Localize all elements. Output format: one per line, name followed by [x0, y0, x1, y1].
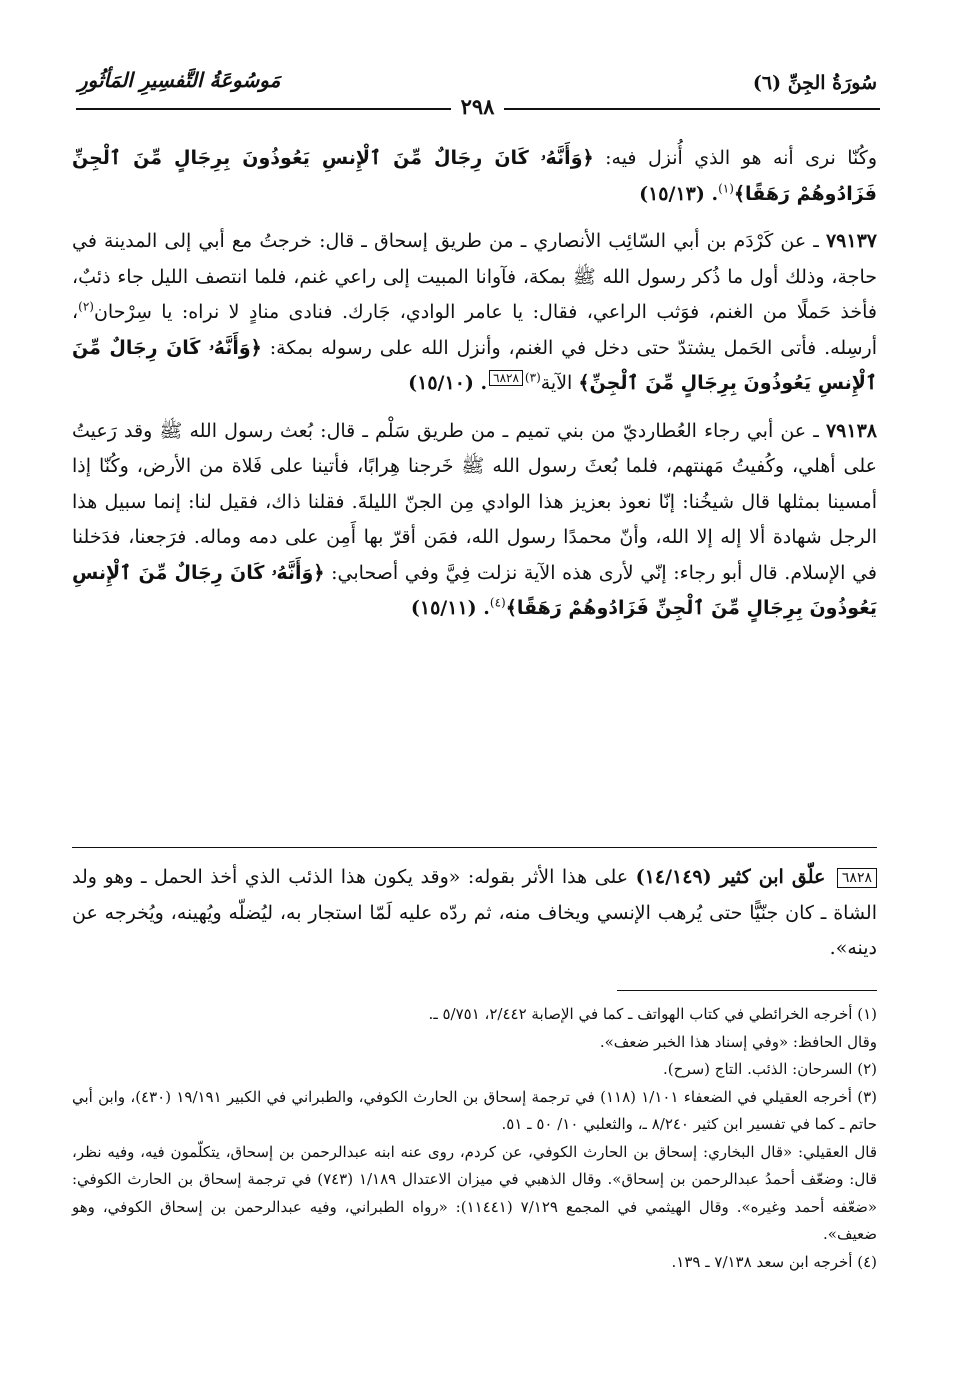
hadith-79138	[72, 414, 877, 627]
footnote-item: وقال الحافظ: «وفي إسناد هذا الخبر ضعف».	[599, 1032, 877, 1051]
surah-title: سُورَةُ الجِنِّ (٦)	[752, 72, 877, 94]
footnote-item: (٤) أخرجه ابن سعد ٧/١٣٨ ـ ١٣٩.	[671, 1252, 877, 1271]
commentary-number-box: ٦٨٢٨	[837, 868, 877, 888]
page-number-row	[0, 94, 955, 119]
footnote-marker: (١)	[718, 181, 734, 196]
footnotes	[72, 1001, 877, 1276]
main-text	[72, 141, 877, 639]
commentary-separator	[72, 847, 877, 848]
intro-text: وكُنّا نرى أنه هو الذي أُنزل فيه:	[605, 147, 877, 169]
volume-reference: . (١٥/١١)	[410, 597, 490, 619]
footnote-marker: (٣)	[524, 370, 541, 385]
intro-paragraph	[72, 141, 877, 212]
footnote-marker: (٤)	[489, 595, 506, 610]
commentary-box-ref: ٦٨٢٨	[489, 370, 523, 386]
hadith-number: ٧٩١٣٧	[825, 230, 877, 252]
footnote-item: (١) أخرجه الخرائطي في كتاب الهواتف ـ كما في الإصابة ٢/٤٤٢، ٥/٧٥١ ـ.	[428, 1005, 877, 1023]
hadith-79137	[72, 224, 877, 402]
book-title: مَوسُوعَةُ التَّفسِيرِ المَأثُورِ	[78, 68, 281, 92]
quran-verse: ﴿وَأَنَّهُۥ كَانَ رِجَالٌ مِّنَ ٱلْإِنسِ يَعُوذُونَ بِرِجَالٍ مِّنَ ٱلْجِنِّ فَزَادُوهُمْ رَهَقًا﴾	[72, 147, 877, 205]
quran-verse: ﴿وَأَنَّهُۥ كَانَ رِجَالٌ مِّنَ ٱلْإِنسِ يَعُوذُونَ بِرِجَالٍ مِّنَ ٱلْجِنِّ﴾	[72, 336, 877, 394]
hadith-text-continued: ، أرسِله. فأتى الحَمل يشتدّ حتى دخل في الغنم، وأنزل الله على رسوله بمكة:	[72, 301, 877, 359]
volume-reference: . (١٥/١٣)	[639, 182, 719, 205]
volume-reference: . (١٥/١٠)	[408, 372, 488, 394]
hadith-text: ـ عن كَرْدَم بن أبي السّائِب الأنصاري ـ من طريق إسحاق ـ قال: خرجتُ مع أبي إلى المدينة في حاجة، وذلك أول ما ذُكر رسول الله ﷺ بمكة، فآوانا المبيت إلى راعي غنم، فلما انتصف الليل جاء ذئبٌ، فأخذ حَملًا من الغنم، فوَثب الراعي، فقال: يا عامر الوادي، جَارك. فنادى منادٍ لا نراه: يا سِرْحان	[72, 230, 877, 323]
footnote-item: (٣) أخرجه العقيلي في الضعفاء ١/١٠١ (١١٨) في ترجمة إسحاق بن الحارث الكوفي، والطبراني في الكبير ١٩/١٩١ (٤٣٠)، وابن أبي حاتم ـ كما في تفسير ابن كثير ٨/٢٤٠ ـ، والثعلبي ١٠/ ٥٠ ـ ٥١.	[72, 1087, 877, 1133]
hadith-number: ٧٩١٣٨	[825, 419, 877, 442]
quran-verse: ﴿وَأَنَّهُۥ كَانَ رِجَالٌ مِّنَ ٱلْإِنسِ يَعُوذُونَ بِرِجَالٍ مِّنَ ٱلْجِنِّ فَزَادُوهُمْ رَهَقًا﴾	[72, 561, 877, 619]
commentary-text: على هذا الأثر بقوله: «وقد يكون هذا الذئب الذي أخذ الحمل ـ وهو ولد الشاة ـ كان جنّيًّا حتى يُرهب الإنسي ويخاف منه، ثم ردّه عليه لَمّا استجار به، ليُضلّه ويُهينه، ويُخرجه عن دينه».	[72, 866, 877, 959]
commentary-note	[72, 860, 877, 967]
page-number: ٢٩٨	[451, 94, 505, 119]
footnote-item: (٢) السرحان: الذئب. التاج (سرح).	[663, 1060, 877, 1078]
hadith-text: ـ عن أبي رجاء العُطارديّ من بني تميم ـ من طريق سَلْم ـ قال: بُعث رسول الله ﷺ وقد رَعيتُ على أهلي، وكُفيتُ مَهنتهم، فلما بُعثَ رسول الله ﷺ خَرجنا هِرابًا، فأتينا على فَلاة من الأرض، وكُنّا إذا أمسينا بمثلها قال شيخُنا: إنّا نعوذ بعزيز هذا الوادي مِن الجنّ الليلةَ. فقلنا ذاك، فقيل لنا: إنما سبيل هذا الرجل شهادة ألا إله إلا الله، وأنّ محمدًا رسول الله، فمَن أقرّ بها أَمِن على دمه وماله. فرَجعنا، فدَخلنا في الإسلام. قال أبو رجاء: إنّي لأرى هذه الآية نزلت فِيَّ وفي أصحابي:	[72, 419, 878, 584]
footnote-marker: (٢)	[78, 299, 94, 314]
footnote-item: قال العقيلي: «قال البخاري: إسحاق بن الحارث الكوفي، عن كردم، روى عنه ابنه عبدالرحمن بن إسحاق، يتكلّمون فيه، وفيه نظر، قال: وضعّف أحمدُ عبدالرحمن بن إسحاق». وقال الذهبي في ميزان الاعتدال ١/١٨٩ (٧٤٣) في ترجمة إسحاق بن الحارث الكوفي: «ضعّفه أحمد وغيره». وقال الهيثمي في المجمع ٧/١٢٩ (١١٤٤١): «رواه الطبراني، وفيه عبدالرحمن بن إسحاق الكوفي، وهو ضعيف».	[72, 1142, 878, 1243]
commentary-head: علّق ابن كثير (١٤/١٤٩)	[635, 866, 826, 888]
footnote-separator	[617, 990, 877, 991]
verse-tail: الآية	[540, 372, 573, 394]
